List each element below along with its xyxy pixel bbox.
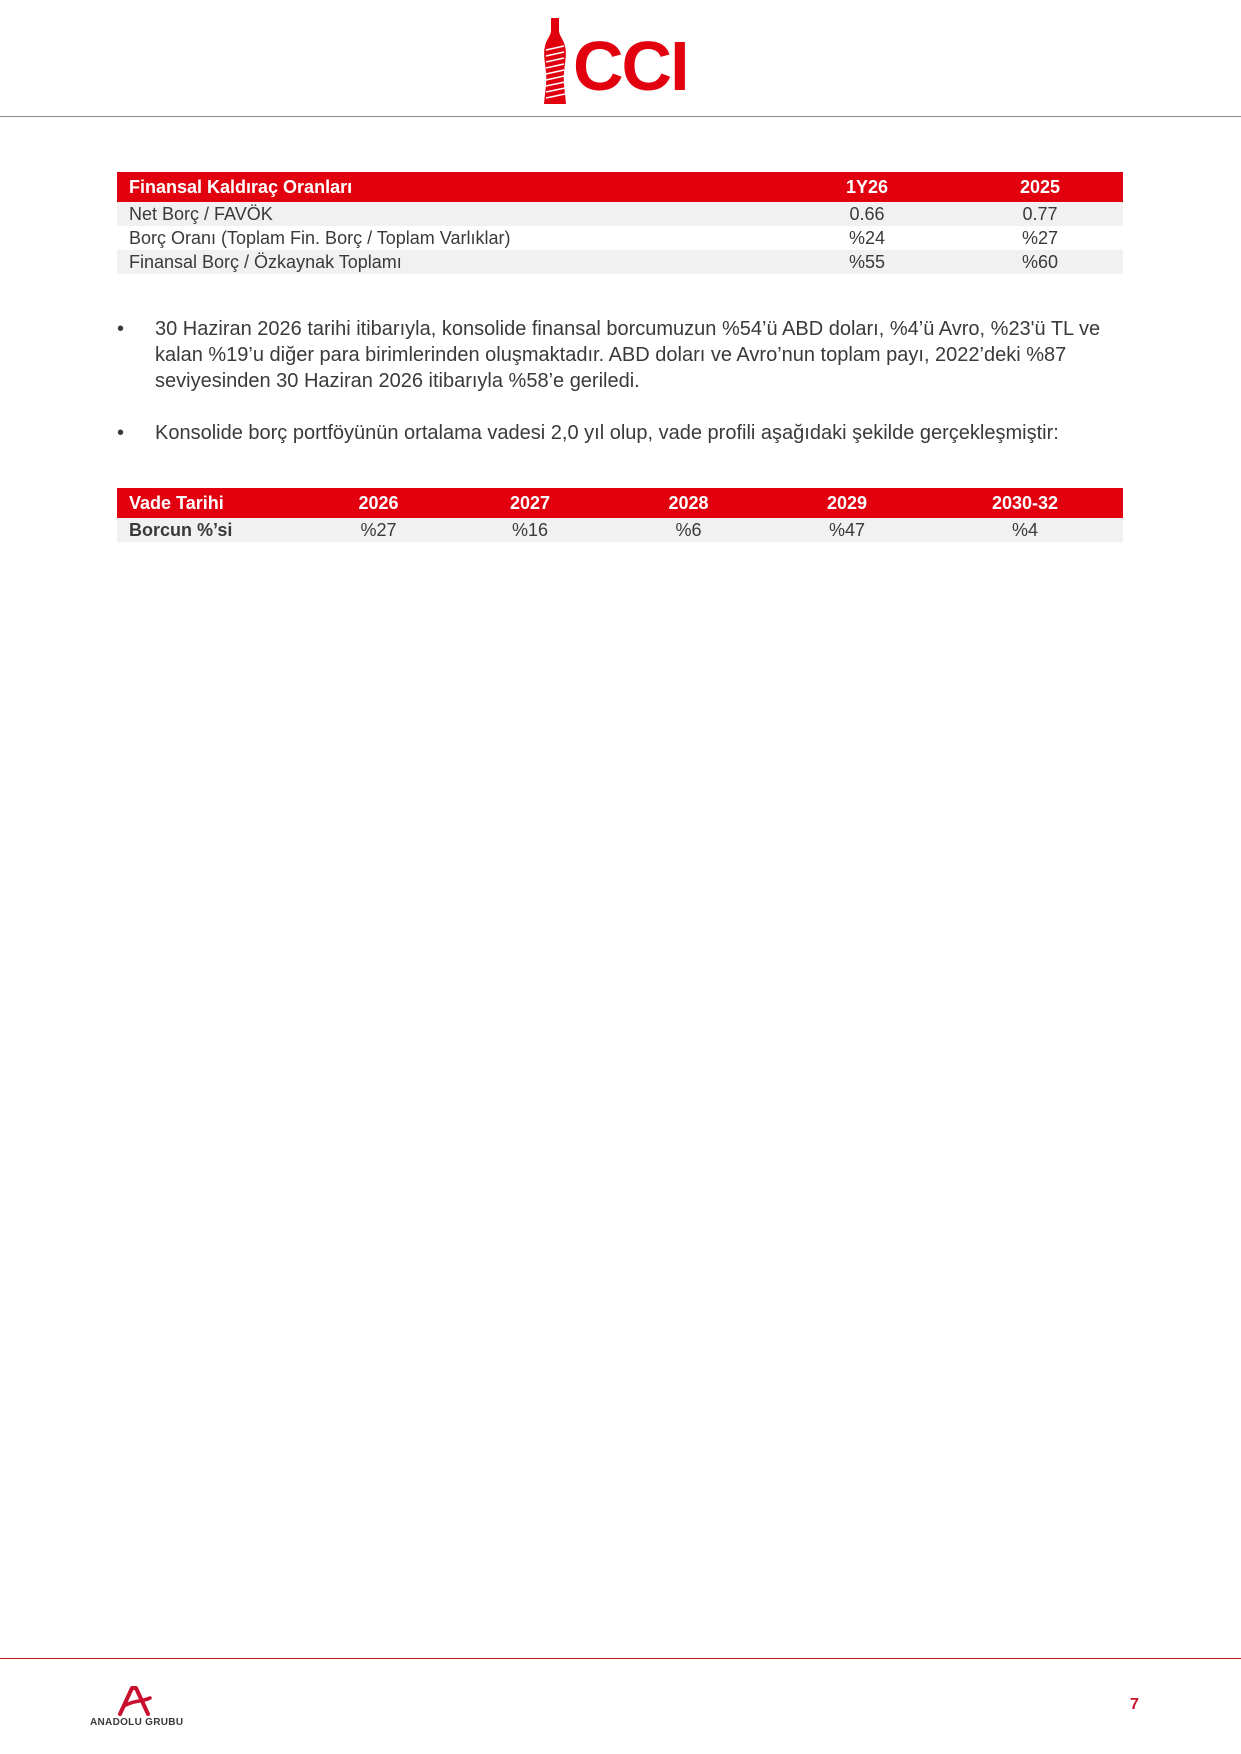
leverage-header-label: Finansal Kaldıraç Oranları	[117, 172, 777, 202]
row-label: Finansal Borç / Özkaynak Toplamı	[117, 250, 777, 274]
row-value-1y26: %24	[848, 227, 886, 248]
bullet-text: 30 Haziran 2026 tarihi itibarıyla, konsolide finansal borcumuzun %54’ü ABD doları, %4’ü Avro, %23'ü TL ve kalan %19’u diğer para birimlerinden oluşmaktadır. ABD doları ve Avro’nun toplam payı, 2022’deki %87 seviyesinden 30 Haziran 2026 itibarıyla %58’e geriledi.	[155, 318, 1101, 392]
row-value-1y26: 0.66	[777, 202, 957, 226]
maturity-value: %4	[927, 518, 1123, 542]
list-item	[117, 420, 1127, 446]
footer-logo-text: ANADOLU GRUBU	[90, 1717, 184, 1728]
leverage-header-1y26: 1Y26	[777, 172, 957, 202]
bullet-marker: •	[117, 318, 125, 340]
maturity-header-label: Vade Tarihi	[117, 488, 307, 518]
table-row	[117, 518, 1123, 542]
table-row	[117, 202, 1123, 226]
row-value-1y26: %55	[777, 250, 957, 274]
maturity-year: 2030-32	[927, 488, 1123, 518]
maturity-value: %16	[450, 518, 610, 542]
bullet-list	[117, 316, 1127, 472]
row-value-2025: %60	[957, 250, 1123, 274]
leverage-header-2025: 2025	[957, 172, 1123, 202]
row-label: Net Borç / FAVÖK	[117, 202, 777, 226]
row-label: Borç Oranı (Toplam Fin. Borç / Toplam Varlıklar)	[129, 227, 511, 248]
table-row	[117, 226, 1123, 250]
table-row	[117, 250, 1123, 274]
maturity-table	[117, 488, 1123, 542]
maturity-row-label: Borcun %’si	[117, 518, 307, 542]
maturity-value: %27	[307, 518, 450, 542]
header-divider	[0, 116, 1241, 117]
leverage-table	[117, 172, 1123, 274]
footer-divider	[0, 1658, 1241, 1659]
row-value-2025: 0.77	[957, 202, 1123, 226]
row-value-2025: %27	[1021, 227, 1059, 248]
maturity-year: 2028	[610, 488, 767, 518]
maturity-value: %6	[610, 518, 767, 542]
maturity-year: 2027	[450, 488, 610, 518]
maturity-table-header	[117, 488, 1123, 518]
list-item	[117, 316, 1127, 394]
page-number: 7	[1130, 1696, 1139, 1713]
maturity-value: %47	[767, 518, 927, 542]
cci-logo	[539, 16, 709, 108]
bullet-marker: •	[117, 422, 125, 444]
maturity-year: 2026	[307, 488, 450, 518]
leverage-table-header	[117, 172, 1123, 202]
logo-text: CCI	[573, 27, 688, 105]
maturity-year: 2029	[767, 488, 927, 518]
bullet-text: Konsolide borç portföyünün ortalama vadesi 2,0 yıl olup, vade profili aşağıdaki şekilde gerçekleşmiştir:	[155, 422, 1059, 444]
